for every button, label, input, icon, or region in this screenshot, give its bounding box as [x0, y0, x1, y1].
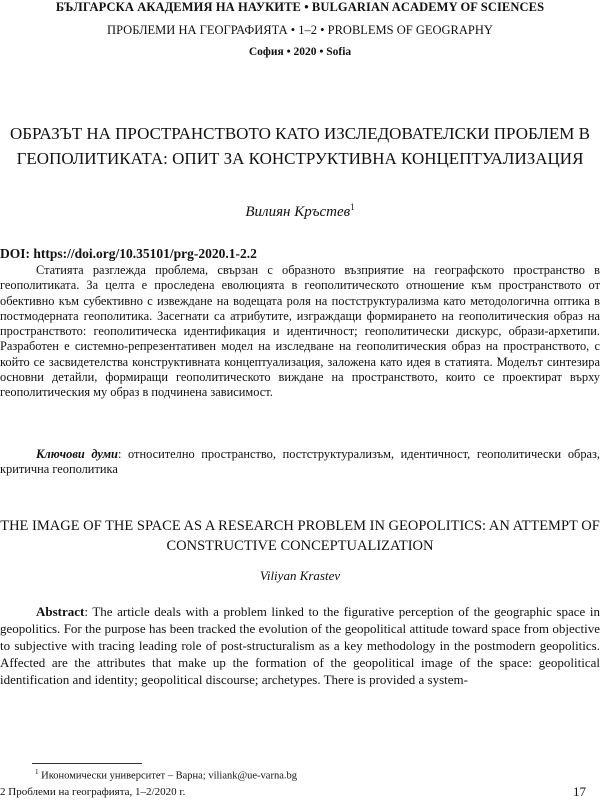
abstract-bg-text: Статията разглежда проблема, свързан с образното възприятие на географското пространство в геополитиката. За целта е проследена еволюцията в геополитическото отношение към пространството от обективно към субективно с извеждане на водещата роля на постструктурализма като методологична оптика в постмодерната геополитика. Засегнати са атрибутите, изграждащи формирането на геополитическия образ на пространството: геополитическа идентификация и идентичност; геополитически дискурс, образи-архетипи. Разработен е системно-репрезентативен модел на изследване на геополитическия образ на пространството, с който се засвидетелства конструктивната концептуализация, заложена като идея в статията. Моделът синтезира основни детайли, формиращи геополитическото виждане на пространството, които се проектират върху геополитическия му образ в подчинена зависимост. [0, 263, 600, 400]
abstract-bg [0, 263, 600, 401]
keywords-text: : относително пространство, постструктурализъм, идентичност, геополитически образ, критична геополитика [0, 447, 600, 477]
page-number: 17 [573, 784, 586, 799]
footnote-mark: 1 [35, 768, 39, 776]
header-institution: БЪЛГАРСКА АКАДЕМИЯ НА НАУКИТЕ • BULGARIAN ACADEMY OF SCIENCES [55, 0, 545, 14]
keywords-bg [0, 447, 600, 478]
author-bg [0, 202, 600, 221]
footer-left: 2 Проблеми на географията, 1–2/2020 г. [0, 786, 186, 798]
footnote-divider [32, 763, 142, 764]
abstract-en-text: : The article deals with a problem linked to the figurative perception of the geographic space in geopolitics. For the purpose has been tracked the evolution of the geopolitical attitude toward space from objective to subjective with tracing leading role of post-structuralism as a key methodology in the postmodern geopolitics. Affected are the attributes that make up the formation of the geopolitical image of the space: geopolitical identification and identity; geopolitical discourse; archetypes. There is provided a system- [0, 604, 600, 687]
abstract-label: Abstract [36, 604, 85, 619]
author-footnote-mark: 1 [350, 202, 355, 212]
header-journal: ПРОБЛЕМИ НА ГЕОГРАФИЯТА • 1–2 • PROBLEMS OF GEOGRAPHY [107, 23, 493, 37]
footnote [35, 768, 297, 782]
header-place-year: София • 2020 • Sofia [248, 46, 352, 58]
keywords-label: Ключови думи [36, 447, 118, 461]
author-name-bg: Вилиян Кръстев [245, 204, 351, 220]
footnote-text: Икономически университет – Варна; viliank@ue-varna.bg [38, 770, 297, 782]
author-en: Viliyan Krastev [259, 568, 341, 583]
paper-title-bg: ОБРАЗЪТ НА ПРОСТРАНСТВОТО КАТО ИЗСЛЕДОВАТЕЛСКИ ПРОБЛЕМ В ГЕОПОЛИТИКАТА: ОПИТ ЗА КОНСТРУКТИВНА КОНЦЕПТУАЛИЗАЦИЯ [10, 124, 590, 168]
doi-link[interactable]: DOI: https://doi.org/10.35101/prg-2020.1-2.2 [0, 246, 257, 261]
abstract-en [0, 603, 600, 688]
paper-title-en: THE IMAGE OF THE SPACE AS A RESEARCH PROBLEM IN GEOPOLITICS: AN ATTEMPT OF CONSTRUCTIVE CONCEPTUALIZATION [0, 518, 600, 554]
